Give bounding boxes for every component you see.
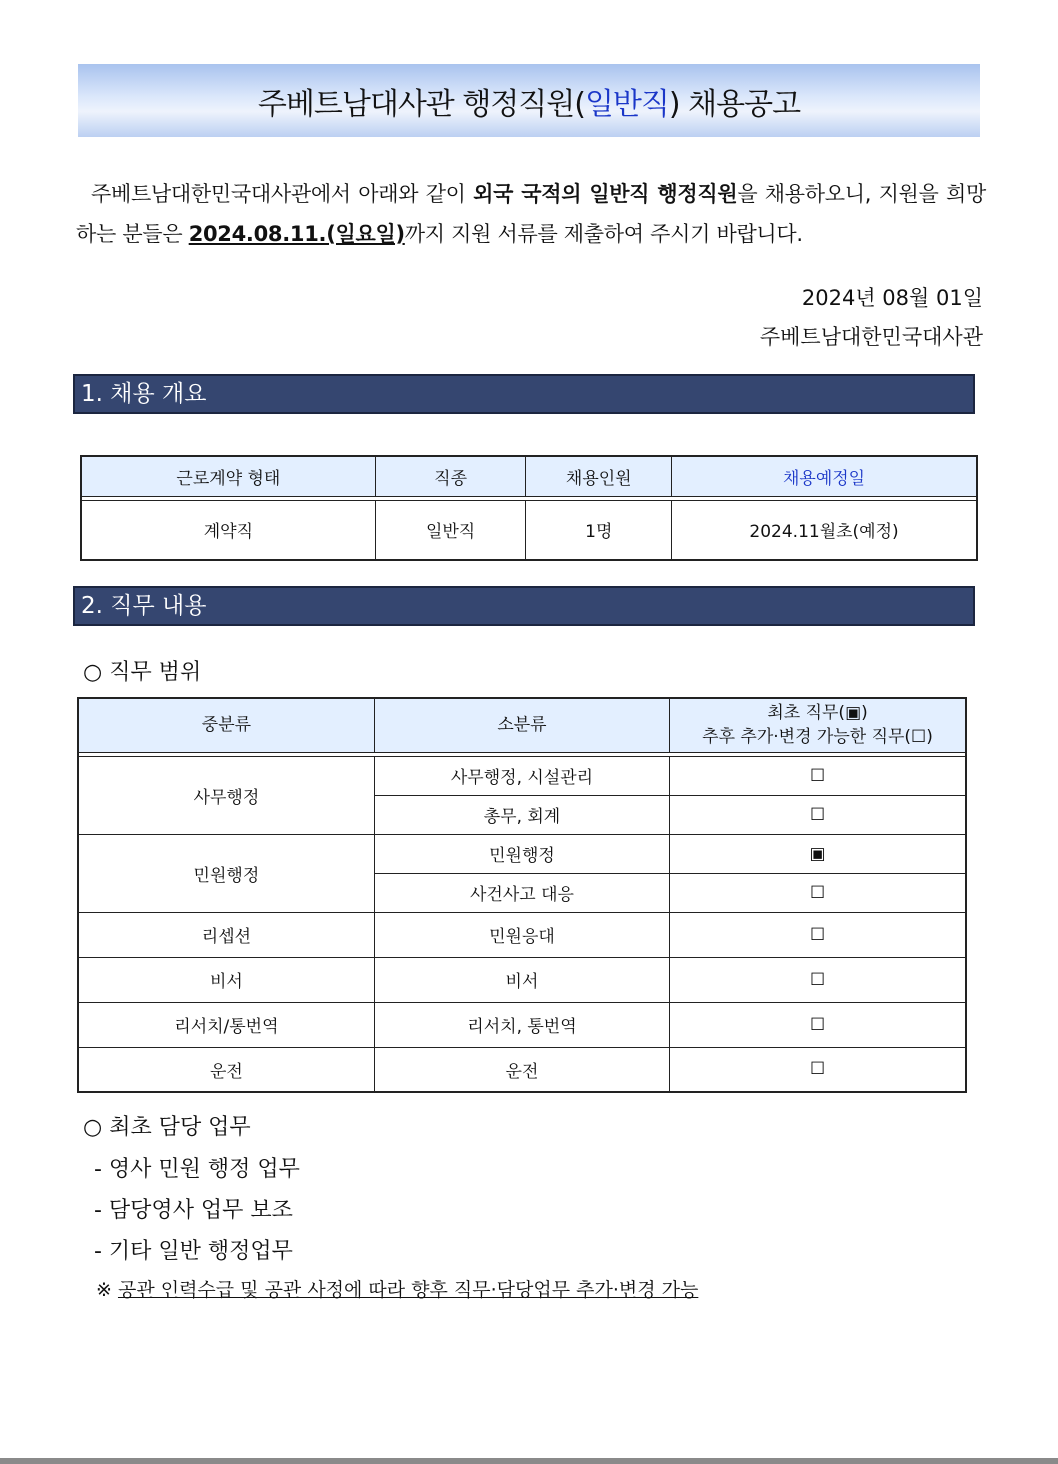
scope-cell-sub: 리서치, 통번역 bbox=[374, 1002, 669, 1047]
scope-cell-mark: ☐ bbox=[670, 957, 966, 1002]
scope-header-mid: 중분류 bbox=[78, 698, 374, 752]
duty-item: - 담당영사 업무 보조 bbox=[94, 1198, 293, 1223]
page-title bbox=[78, 64, 980, 137]
scope-header-row bbox=[78, 698, 966, 752]
scope-cell-mid: 민원행정 bbox=[78, 834, 374, 912]
notice-org: 주베트남대한민국대사관 bbox=[759, 325, 983, 349]
scope-cell-mid: 리셉션 bbox=[78, 912, 374, 957]
scope-cell-mark: ☐ bbox=[670, 1047, 966, 1092]
scope-cell-mid: 운전 bbox=[78, 1047, 374, 1092]
intro-text-3: 까지 지원 서류를 제출하여 주시기 바랍니다. bbox=[404, 222, 803, 246]
scope-heading: ○ 직무 범위 bbox=[83, 660, 202, 685]
intro-bold: 외국 국적의 일반직 행정직원 bbox=[473, 182, 738, 206]
scope-table bbox=[77, 697, 967, 1093]
table-row bbox=[78, 1047, 966, 1092]
scope-cell-sub: 민원행정 bbox=[374, 834, 669, 873]
title-text-1: 주베트남대사관 행정직원( bbox=[257, 86, 585, 122]
overview-header-row bbox=[81, 456, 977, 496]
duty-item: - 영사 민원 행정 업무 bbox=[94, 1157, 300, 1182]
overview-header-contract: 근로계약 형태 bbox=[81, 456, 375, 496]
overview-cell-job-type: 일반직 bbox=[375, 500, 526, 560]
intro-text-1: 주베트남대한민국대사관에서 아래와 같이 bbox=[90, 182, 474, 206]
page-bottom-rule bbox=[0, 1458, 1058, 1464]
scope-cell-sub: 총무, 회계 bbox=[374, 795, 669, 834]
overview-header-job-type: 직종 bbox=[375, 456, 526, 496]
overview-cell-headcount: 1명 bbox=[526, 500, 672, 560]
overview-data-row bbox=[81, 500, 977, 560]
note-text: 공관 인력수급 및 공관 사정에 따라 향후 직무·담당업무 추가·변경 가능 bbox=[117, 1279, 699, 1301]
scope-cell-sub: 사무행정, 시설관리 bbox=[374, 756, 669, 795]
overview-header-start-date: 채용예정일 bbox=[672, 456, 977, 496]
scope-cell-mid: 사무행정 bbox=[78, 756, 374, 834]
scope-cell-mark: ☐ bbox=[670, 756, 966, 795]
overview-header-headcount: 채용인원 bbox=[526, 456, 672, 496]
section-header-duties: 2. 직무 내용 bbox=[73, 586, 975, 626]
table-row bbox=[78, 834, 966, 873]
scope-cell-mark: ▣ bbox=[670, 834, 966, 873]
intro-paragraph bbox=[76, 174, 986, 254]
scope-cell-sub: 운전 bbox=[374, 1047, 669, 1092]
scope-cell-mark: ☐ bbox=[670, 912, 966, 957]
intro-deadline: 2024.08.11.(일요일) bbox=[188, 222, 405, 246]
title-text-2: ) 채용공고 bbox=[668, 86, 801, 122]
scope-header-flag-later: 추후 추가·변경 가능한 직무(☐) bbox=[702, 727, 933, 748]
table-row bbox=[78, 912, 966, 957]
overview-table bbox=[80, 455, 978, 561]
scope-cell-mid: 리서치/통번역 bbox=[78, 1002, 374, 1047]
scope-cell-sub: 민원응대 bbox=[374, 912, 669, 957]
duty-item: - 기타 일반 행정업무 bbox=[94, 1239, 293, 1264]
overview-cell-contract: 계약직 bbox=[81, 500, 375, 560]
duties-note bbox=[96, 1275, 698, 1302]
duties-heading: ○ 최초 담당 업무 bbox=[83, 1115, 251, 1140]
scope-cell-mid: 비서 bbox=[78, 957, 374, 1002]
title-highlight: 일반직 bbox=[584, 86, 669, 122]
section-header-overview: 1. 채용 개요 bbox=[73, 374, 975, 414]
scope-cell-mark: ☐ bbox=[670, 795, 966, 834]
scope-header-sub: 소분류 bbox=[374, 698, 669, 752]
overview-cell-start-date: 2024.11월초(예정) bbox=[672, 500, 977, 560]
notice-date: 2024년 08월 01일 bbox=[801, 286, 983, 310]
note-mark: ※ bbox=[96, 1279, 118, 1301]
table-row bbox=[78, 1002, 966, 1047]
intro-text-2: 을 채용하오니, 지원을 희망하는 분들은 bbox=[76, 182, 986, 246]
scope-header-flag-initial: 최초 직무(▣) bbox=[767, 703, 868, 724]
table-row bbox=[78, 957, 966, 1002]
scope-cell-sub: 비서 bbox=[374, 957, 669, 1002]
scope-cell-mark: ☐ bbox=[670, 1002, 966, 1047]
scope-header-flag bbox=[670, 698, 966, 752]
scope-cell-sub: 사건사고 대응 bbox=[374, 873, 669, 912]
scope-cell-mark: ☐ bbox=[670, 873, 966, 912]
table-row bbox=[78, 756, 966, 795]
